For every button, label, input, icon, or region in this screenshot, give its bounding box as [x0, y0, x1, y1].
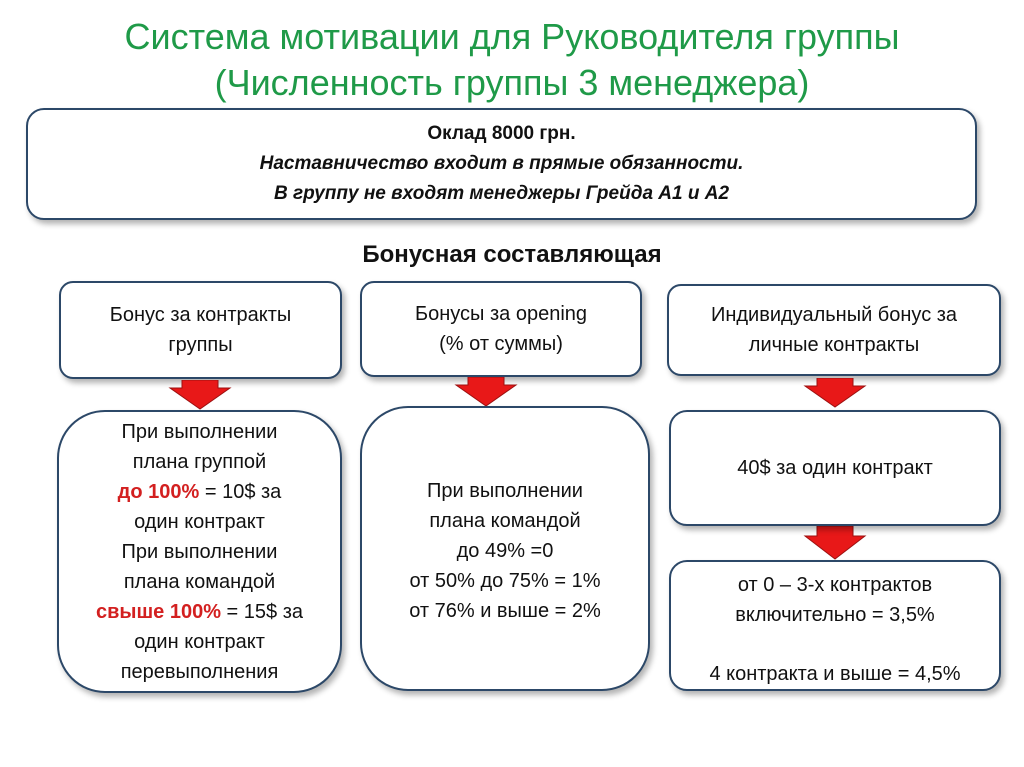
bonus-heading: Бонусная составляющая	[362, 241, 662, 268]
col1-rate-15: = 15$ за	[220, 600, 303, 623]
col1-line: один контракт	[134, 510, 265, 533]
col3-line: включительно = 3,5%	[735, 604, 935, 626]
col2-line: от 50% до 75% = 1%	[409, 570, 601, 592]
title-line-2: (Численность группы 3 менеджера)	[214, 62, 810, 103]
col3-details-bottom-box	[669, 560, 1001, 691]
col1-highlight-up-to-100: до 100%	[117, 480, 200, 503]
col3-second-down-arrow-icon	[803, 526, 867, 560]
col1-text	[96, 417, 303, 687]
col3-down-arrow-icon	[803, 378, 867, 408]
col1-header-line1: Бонус за контракты	[109, 304, 292, 326]
col1-rate-10: = 10$ за	[199, 480, 282, 503]
col3-header-box	[667, 284, 1001, 376]
col2-line: от 76% и выше = 2%	[409, 600, 601, 622]
col2-line: плана командой	[429, 510, 581, 532]
col1-details-box	[57, 410, 342, 693]
col1-line	[96, 597, 303, 627]
col1-line	[96, 477, 303, 507]
col3-per-contract-line: 40$ за один контракт	[737, 457, 933, 479]
col2-details-box	[360, 406, 650, 691]
col2-header-box	[360, 281, 642, 377]
col3-line: от 0 – 3-х контрактов	[737, 574, 933, 596]
col1-line: перевыполнения	[120, 660, 279, 683]
col1-header-line2: группы	[168, 334, 233, 356]
col2-line: до 49% =0	[456, 540, 554, 562]
grade-exclusion-line: В группу не входят менеджеры Грейда А1 и А2	[273, 183, 730, 204]
col1-line: один контракт	[134, 630, 265, 653]
col1-line: плана командой	[123, 570, 276, 593]
salary-line: Оклад 8000 грн.	[427, 123, 576, 144]
col1-line: При выполнении	[121, 420, 278, 443]
col3-header-line1: Индивидуальный бонус за	[710, 304, 958, 326]
col1-header-box	[59, 281, 342, 379]
mentoring-line: Наставничество входит в прямые обязанности.	[259, 153, 744, 174]
col2-down-arrow-icon	[454, 377, 518, 407]
col1-line: При выполнении	[121, 540, 278, 563]
col3-header-line2: личные контракты	[748, 334, 920, 356]
title-line-1: Система мотивации для Руководителя группы	[124, 16, 900, 57]
col1-highlight-over-100: свыше 100%	[95, 600, 221, 623]
col2-header-line2: (% от суммы)	[439, 333, 563, 355]
col1-line: плана группой	[132, 450, 267, 473]
col2-header-line1: Бонусы за opening	[414, 303, 588, 325]
col2-line: При выполнении	[427, 480, 583, 502]
col1-down-arrow-icon	[168, 380, 232, 410]
col3-line: 4 контракта и выше = 4,5%	[709, 663, 961, 685]
salary-box	[26, 108, 977, 220]
col3-details-top-box	[669, 410, 1001, 526]
